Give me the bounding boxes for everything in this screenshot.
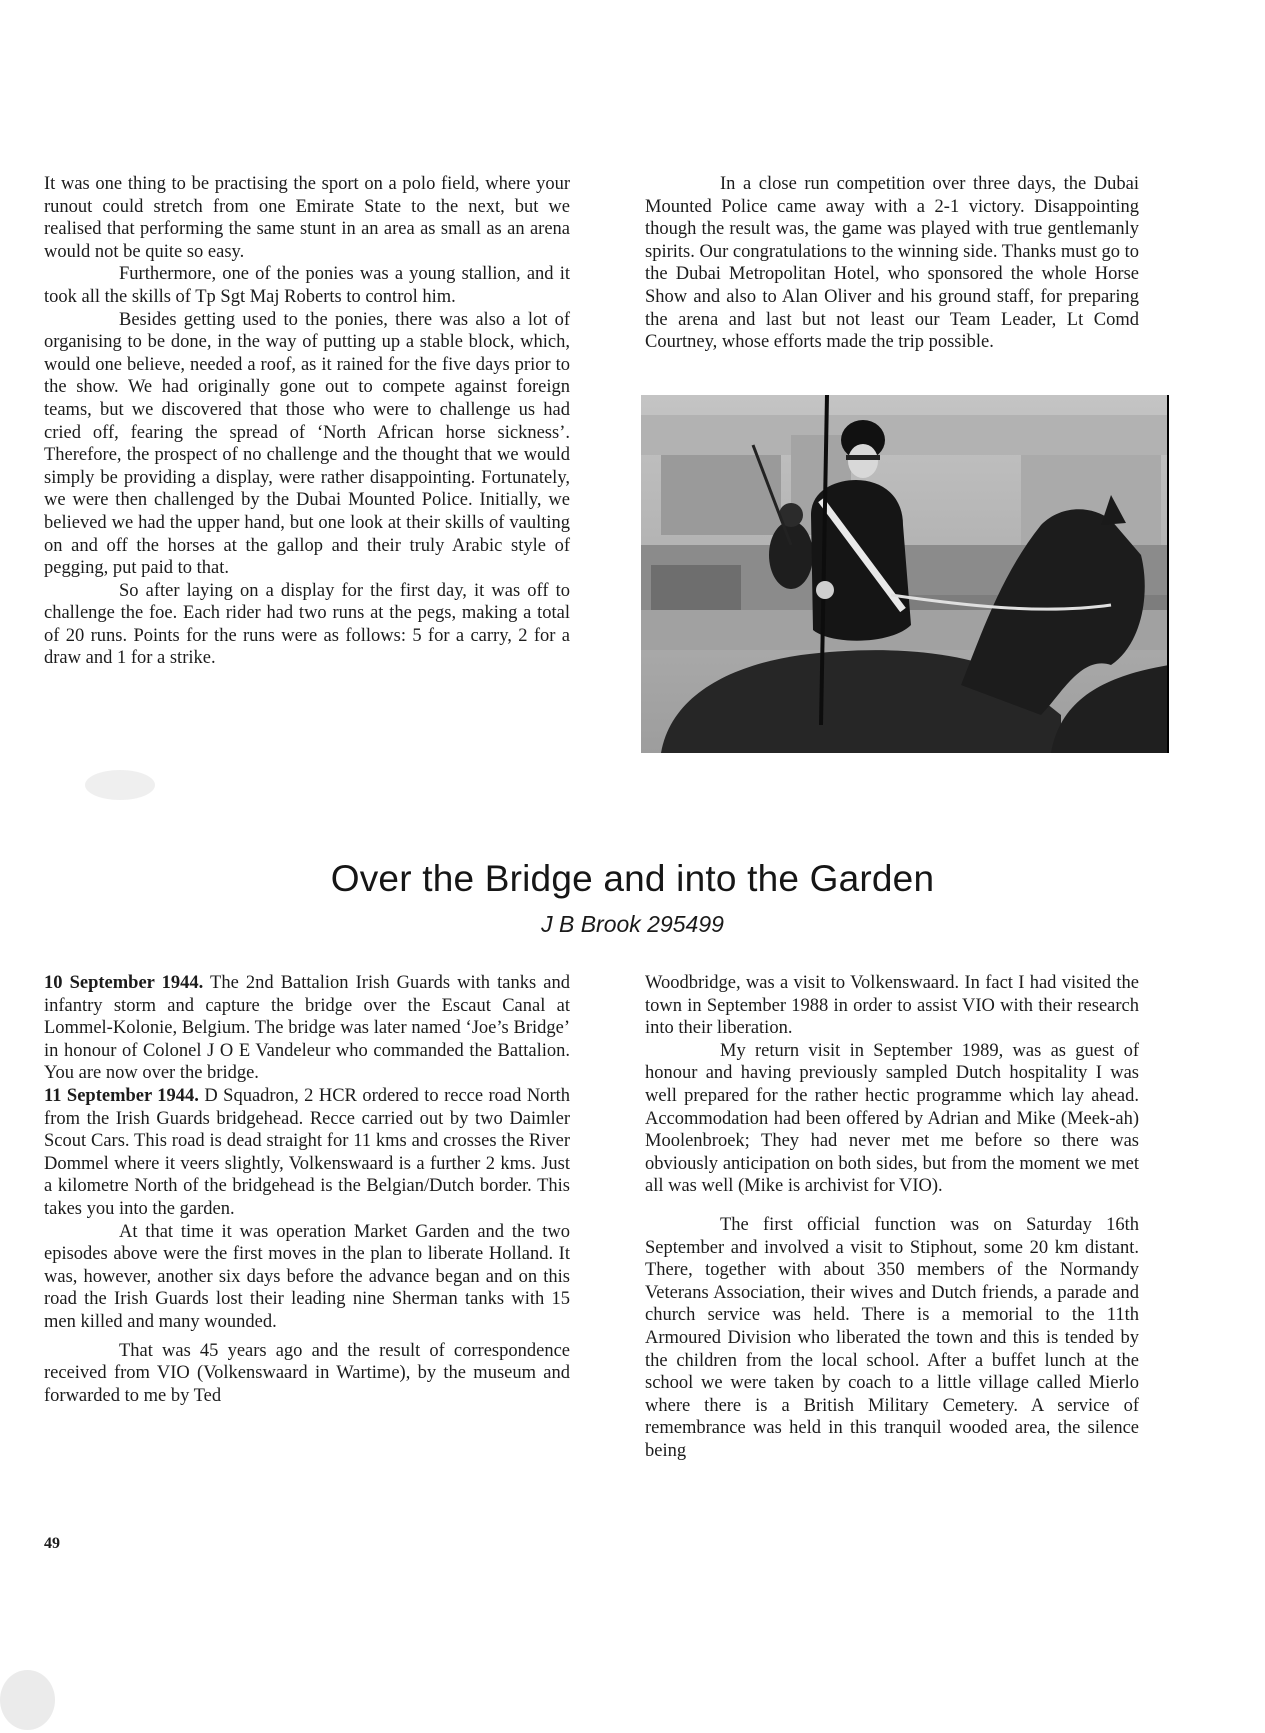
- paragraph: The first official function was on Saturday 16th September and involved a visit to Stiphout, some 20 km distant. There, together with about 350 members of the Normandy Veterans Association, their wives and Dutch friends, a parade and church service was held. There is a memorial to the 11th Armoured Division who liberated the town and this is tended by the children from the local school. After a buffet lunch at the school we were taken by coach to a little village called Mierlo where there is a British Military Cemetery. A service of remembrance was held in this tranquil wooded area, the silence being: [645, 1214, 1139, 1461]
- paper-smudge: [85, 770, 155, 800]
- article-title: Over the Bridge and into the Garden: [330, 858, 935, 899]
- paragraph: So after laying on a display for the first day, it was off to challenge the foe. Each rider had two runs at the pegs, making a total of 20 runs. Points for the runs were as follows: 5 for a carry, 2 for a draw and 1 for a strike.: [44, 580, 570, 669]
- paragraph: Besides getting used to the ponies, there was also a lot of organising to be done, in the way of putting up a stable block, which, would one believe, needed a roof, as it rained for the five days prior to the show. We had originally gone out to compete against foreign teams, but we discovered that those who were to challenge us had cried off, fearing the spread of ‘North African horse sickness’. Therefore, the prospect of no challenge and the thought that we would simply be providing a display, were rather disappointing. Fortunately, we were then challenged by the Dubai Mounted Police. Initially, we believed we had the upper hand, but one look at their skills of vaulting on and off the horses at the gallop and their truly Arabic style of pegging, put paid to that.: [44, 309, 570, 579]
- paragraph: [44, 972, 570, 1085]
- paragraph: My return visit in September 1989, was as guest of honour and having previously sampled Dutch hospitality I was well prepared for the rather hectic programme which lay ahead. Accommodation had been offered by Adrian and Mike (Meek-ah) Moolenbroek; They had never met me before so there was obviously anticipation on both sides, but from the moment we met all was well (Mike is archivist for VIO).: [645, 1040, 1139, 1197]
- article1-left-column: [44, 173, 570, 670]
- paragraph: That was 45 years ago and the result of correspondence received from VIO (Volkenswaard in Wartime), by the museum and forwarded to me by Ted: [44, 1340, 570, 1406]
- article1-right-column: [645, 173, 1139, 354]
- paragraph-text: The 2nd Battalion Irish Guards with tanks and infantry storm and capture the bridge over the Escaut Canal at Lommel-Kolonie, Belgium. The bridge was later named ‘Joe’s Bridge’ in honour of Colonel J O E Vandeleur who commanded the Battalion. You are now over the bridge.: [44, 973, 570, 1084]
- paragraph: It was one thing to be practising the sport on a polo field, where your runout could stretch from one Emirate State to the next, but we realised that performing the same stunt in an area as small as an arena would not be quite so easy.: [44, 174, 570, 262]
- article2-left-column: [44, 972, 570, 1407]
- page-number: 49: [44, 1535, 60, 1552]
- date-heading: 10 September 1944.: [44, 973, 204, 993]
- article2-right-column: [645, 972, 1139, 1462]
- article-byline: J B Brook 295499: [541, 911, 724, 937]
- paragraph: Furthermore, one of the ponies was a young stallion, and it took all the skills of Tp Sgt Maj Roberts to control him.: [44, 264, 570, 307]
- date-heading: 11 September 1944.: [44, 1085, 199, 1106]
- paragraph: Woodbridge, was a visit to Volkenswaard. In fact I had visited the town in September 1988 in order to assist VIO with their research into their liberation.: [645, 973, 1139, 1039]
- paper-smudge: [0, 1670, 55, 1730]
- paragraph: In a close run competition over three days, the Dubai Mounted Police came away with a 2-1 victory. Disappointing though the result was, the game was played with true gentlemanly spirits. Our congratulations to the winning side. Thanks must go to the Dubai Metropolitan Hotel, who sponsored the whole Horse Show and also to Alan Oliver and his ground staff, for preparing the arena and last but not least our Team Leader, Lt Comd Courtney, whose efforts made the trip possible.: [645, 174, 1139, 353]
- paragraph: [44, 1085, 570, 1221]
- mounted-rider-photo: [641, 395, 1169, 753]
- paragraph-text: D Squadron, 2 HCR ordered to recce road North from the Irish Guards bridgehead. Recce carried out by two Daimler Scout Cars. This road is dead straight for 11 kms and crosses the River Dommel where it veers slightly, Volkenswaard is a further 2 kms. Just a kilometre North of the bridgehead is the Belgian/Dutch border. This takes you into the garden.: [44, 1085, 570, 1219]
- paragraph: At that time it was operation Market Garden and the two episodes above were the first moves in the plan to liberate Holland. It was, however, another six days before the advance began and on this road the Irish Guards lost their leading nine Sherman tanks with 15 men killed and many wounded.: [44, 1221, 570, 1332]
